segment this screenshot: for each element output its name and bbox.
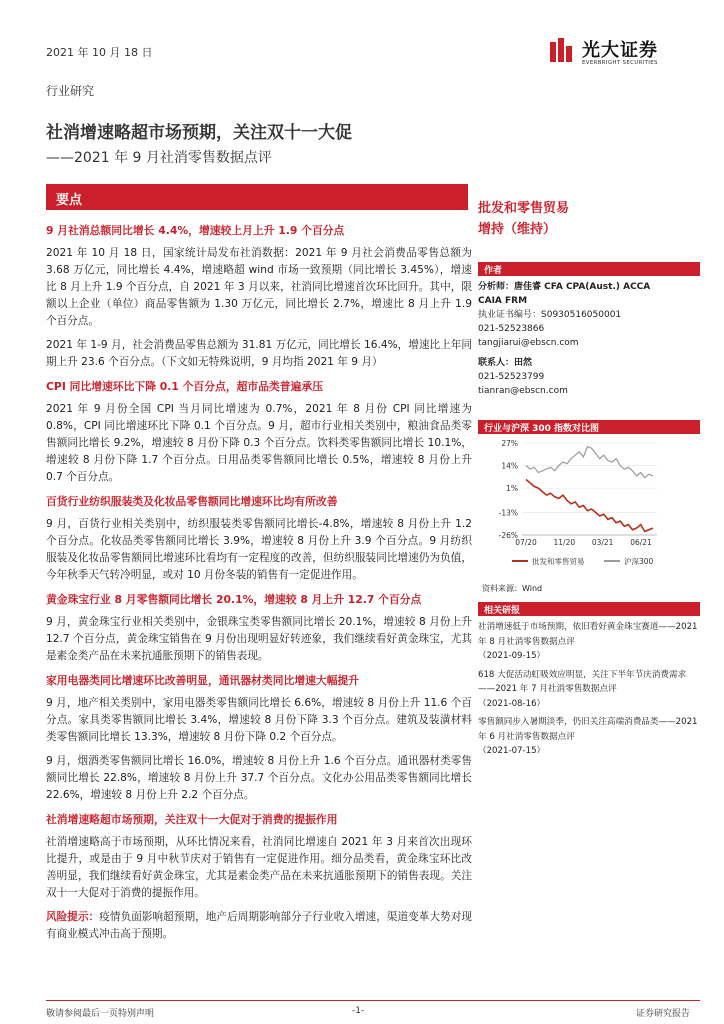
chart-header bbox=[478, 420, 700, 434]
series-line bbox=[526, 480, 653, 532]
index-comparison-chart bbox=[482, 437, 700, 579]
related-report-date: （2021-08-16） bbox=[478, 698, 546, 709]
chart-label: 行业与沪深 300 指数对比图 bbox=[484, 424, 600, 434]
analyst-phone: 021-52523866 bbox=[478, 324, 545, 334]
sector-rating bbox=[478, 198, 698, 240]
logo-text-cn: 光大证券 bbox=[582, 40, 658, 61]
analyst-email: tangjiarui@ebscn.com bbox=[478, 338, 579, 348]
legend-label: 沪深300 bbox=[624, 557, 654, 566]
series-line bbox=[526, 447, 653, 478]
author-label: 作者 bbox=[484, 266, 503, 276]
section-heading: 黄金珠宝行业 8 月零售额同比增长 20.1%，增速较 8 月上升 12.7 个百分点 bbox=[46, 593, 422, 606]
x-tick-label: 03/21 bbox=[591, 538, 614, 547]
paragraph: 社消增速略高于市场预期，从环比情况来看，社消同比增速自 2021 年 3 月来首次出现环比提升，或是由于 9 月中秋节庆对于销售有一定促进作用。细分品类看，黄金珠宝环比改善明显，我们继续看好黄金珠宝，尤其是素金类产品在未来抗通胀预期下的销售表现。关注双十一大促对于消费的提振作用。 bbox=[46, 836, 472, 899]
main-content bbox=[46, 222, 472, 950]
x-tick-label: 11/20 bbox=[553, 538, 576, 547]
paragraph: 9 月，烟酒类零售额同比增长 16.0%，增速较 8 月份上升 1.6 个百分点。通讯器材类零售额同比增长 22.8%，增速较 8 月份上升 37.7 个百分点。文化办公用品类零售额同比增长 22.6%，增速较 8 月份上升 2.2 个百分点。 bbox=[46, 755, 472, 801]
related-report-title: 社消增速低于市场预期，依旧看好黄金珠宝赛道——2021 年 8 月社消零售数据点评 bbox=[478, 622, 698, 647]
paragraph: 2021 年 1-9 月，社会消费品零售总额为 31.81 万亿元，同比增长 16.4%，增速比上年同期上升 23.6 个百分点。（下文如无特殊说明，9 月均指 2021 年 9 月） bbox=[46, 339, 472, 368]
footer-report-type: 证券研究报告 bbox=[636, 1009, 691, 1019]
analyst-name: 分析师：唐佳睿 CFA CPA(Aust.) ACCA bbox=[478, 282, 651, 292]
report-date: 2021 年 10 月 18 日 bbox=[46, 46, 153, 59]
contact-email: tianran@ebscn.com bbox=[478, 386, 568, 396]
paragraph: 9 月，地产相关类别中，家用电器类零售额同比增长 6.6%，增速较 8 月份上升 11.6 个百分点。家具类零售额同比增长 3.4%，增速较 8 月份下降 3.3 个百分点。建筑及装潢材料类零售额同比增长 13.3%，增速较 8 月份下降 0.2 个百分点。 bbox=[46, 697, 472, 743]
report-title: 社消增速略超市场预期，关注双十一大促 bbox=[46, 123, 352, 143]
paragraph: 9 月，黄金珠宝行业相关类别中，金银珠宝类零售额同比增长 20.1%，增速较 8 月份上升 12.7 个百分点，黄金珠宝销售在 9 月份出现明显好转迹象，我们继续看好黄金珠宝，尤其是素金类产品在未来抗通胀预期下的销售表现。 bbox=[46, 616, 472, 662]
related-report-title: 零售额同步入暑期淡季，仍旧关注高端消费品类——2021 年 6 月社消零售数据点评 bbox=[478, 717, 698, 742]
contact-phone: 021-52523799 bbox=[478, 372, 545, 382]
paragraph: 2021 年 10 月 18 日，国家统计局发布社消数据：2021 年 9 月社会消费品零售总额为 3.68 万亿元，同比增长 4.4%，增速略超 wind 市场一致预期（同比增长 3.45%），增速比 8 月上升 1.9 个百分点，自 2021 年 3 月以来，社消同比增速首次环比回升。其中，限额以上企业（单位）商品零售额为 1.30 万亿元，同比增长 2.7%，增速比 8 月上升 1.9 个百分点。 bbox=[46, 247, 472, 327]
related-report-item[interactable] bbox=[478, 715, 700, 759]
analyst-credentials: CAIA FRM bbox=[478, 296, 528, 306]
rating: 增持（维持） bbox=[478, 222, 557, 237]
y-tick-label: -26% bbox=[498, 531, 518, 540]
chart-source: 资料来源：Wind bbox=[482, 584, 543, 593]
y-tick-label: 14% bbox=[501, 461, 518, 471]
related-report-item[interactable] bbox=[478, 668, 700, 712]
author-info bbox=[478, 280, 698, 398]
author-header bbox=[478, 262, 700, 276]
legend-label: 批发和零售贸易 bbox=[532, 557, 585, 566]
y-tick-label: 1% bbox=[506, 484, 518, 494]
y-tick-label: -13% bbox=[498, 508, 518, 518]
risk-warning bbox=[46, 909, 472, 943]
section-heading: CPI 同比增速环比下降 0.1 个百分点，超市品类普遍承压 bbox=[46, 380, 323, 393]
section-heading: 百货行业纺织服装类及化妆品零售额同比增速环比均有所改善 bbox=[46, 495, 338, 508]
sector-name: 批发和零售贸易 bbox=[478, 201, 570, 216]
related-report-item[interactable] bbox=[478, 620, 700, 664]
x-tick-label: 06/21 bbox=[630, 538, 652, 547]
related-report-title: 618 大促活动虹吸效应明显，关注下半年节庆消费需求——2021 年 7 月社消零售数据点评 bbox=[478, 669, 687, 694]
y-tick-label: 27% bbox=[501, 439, 518, 448]
cert-number: 执业证书编号：S0930516050001 bbox=[478, 310, 622, 320]
related-reports bbox=[478, 620, 700, 763]
brand-logo bbox=[548, 34, 698, 74]
page-number: -1- bbox=[352, 1006, 365, 1016]
contact-name: 联系人：田然 bbox=[478, 358, 533, 368]
footer-divider bbox=[46, 1000, 700, 1001]
logo-text-en: EVERBRIGHT SECURITIES bbox=[582, 60, 658, 66]
x-tick-label: 07/20 bbox=[515, 538, 537, 547]
risk-text: 疫情负面影响超预期，地产后周期影响部分子行业收入增速，渠道变革大势对现有商业模式冲击高于预期。 bbox=[46, 911, 473, 940]
everbright-logo-icon bbox=[548, 36, 576, 64]
related-label: 相关研报 bbox=[484, 606, 521, 616]
paragraph: 2021 年 9 月份全国 CPI 当月同比增速为 0.7%，2021 年 8 月份 CPI 同比增速为 0.8%，CPI 同比增速环比下降 0.1 个百分点。9 月，超市行业相关类别中，粮油食品类零售额同比增长 9.2%，增速较 8 月份下降 0.3 个百分点。饮料类零售额同比增长 10.1%，增速较 8 月份下降 1.7 个百分点。日用品类零售额同比增长 0.5%，增速较 8 月份上升 0.7 个百分点。 bbox=[46, 403, 472, 483]
key-points-label: 要点 bbox=[56, 193, 83, 208]
footer-disclaimer: 敬请参阅最后一页特别声明 bbox=[46, 1009, 155, 1019]
section-heading: 9 月社消总额同比增长 4.4%，增速较上月上升 1.9 个百分点 bbox=[46, 224, 345, 237]
report-subtitle: ——2021 年 9 月社消零售数据点评 bbox=[46, 150, 272, 166]
section-heading: 社消增速略超市场预期，关注双十一大促对于消费的提振作用 bbox=[46, 813, 338, 826]
section-heading: 家用电器类同比增速环比改善明显，通讯器材类同比增速大幅提升 bbox=[46, 674, 360, 687]
risk-label: 风险提示： bbox=[46, 911, 100, 923]
related-report-date: （2021-09-15） bbox=[478, 651, 546, 661]
related-header bbox=[478, 602, 700, 616]
report-category: 行业研究 bbox=[46, 84, 95, 98]
key-points-header bbox=[46, 184, 468, 210]
paragraph: 9 月，百货行业相关类别中，纺织服装类零售额同比增长-4.8%，增速较 8 月份上升 1.2 个百分点。化妆品类零售额同比增长 3.9%，增速较 8 月份上升 3.9 个百分点。9 月纺织服装及化妆品零售额同比增速环比看均有一定程度的改善，但纺织服装同比增速仍为负值，今年秋季天气转冷明显，或对 10 月份冬装的销售有一定促进作用。 bbox=[46, 518, 472, 581]
related-report-date: （2021-07-15） bbox=[478, 746, 546, 756]
